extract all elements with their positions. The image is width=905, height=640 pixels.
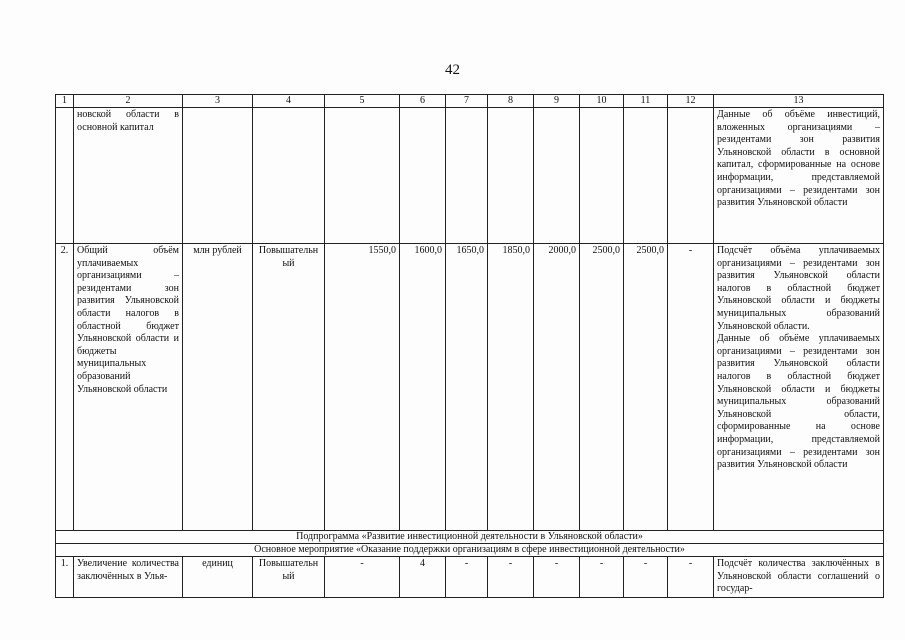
value-cell (446, 108, 488, 244)
column-header: 7 (446, 95, 488, 108)
column-header: 4 (253, 95, 325, 108)
value-cell: 2000,0 (534, 244, 580, 531)
column-header: 5 (325, 95, 400, 108)
value-cell: 2500,0 (580, 244, 624, 531)
value-cell (325, 108, 400, 244)
column-header: 3 (183, 95, 253, 108)
value-cell (580, 108, 624, 244)
type-cell (253, 108, 325, 244)
subprogram-row (56, 531, 884, 544)
indicators-table (55, 94, 884, 598)
value-cell: 1600,0 (400, 244, 446, 531)
row-number-cell (56, 108, 74, 244)
value-cell: 2500,0 (624, 244, 668, 531)
row-number-cell: 1. (56, 557, 74, 598)
value-cell: - (668, 244, 714, 531)
type-cell: Повышательный (253, 557, 325, 598)
table-row (56, 557, 884, 598)
value-cell (534, 108, 580, 244)
source-cell: Данные об объёме инвестиций, вложенных организациями – резидентами зон развития Ульяновской области в основной капитал, сформированные на основе информации, представляемой организациями – резидентами зон развития Ульяновской области (714, 108, 884, 244)
value-cell: - (446, 557, 488, 598)
column-header: 2 (74, 95, 183, 108)
value-cell (400, 108, 446, 244)
source-cell: Подсчёт количества заключённых в Ульяновской области соглашений о государ- (714, 557, 884, 598)
page-number: 42 (445, 62, 460, 78)
table-row (56, 108, 884, 244)
main-event-row (56, 544, 884, 557)
value-cell: - (580, 557, 624, 598)
value-cell: - (534, 557, 580, 598)
value-cell: - (624, 557, 668, 598)
value-cell (488, 108, 534, 244)
type-cell: Повышательный (253, 244, 325, 531)
column-header: 9 (534, 95, 580, 108)
value-cell: 1550,0 (325, 244, 400, 531)
value-cell: 1850,0 (488, 244, 534, 531)
value-cell (624, 108, 668, 244)
value-cell: - (325, 557, 400, 598)
column-header: 10 (580, 95, 624, 108)
table-row (56, 244, 884, 531)
value-cell: 1650,0 (446, 244, 488, 531)
column-number-row (56, 95, 884, 108)
main-event-title: Основное мероприятие «Оказание поддержки организациям в сфере инвестиционной деятельности» (56, 544, 884, 557)
unit-cell: единиц (183, 557, 253, 598)
column-header: 11 (624, 95, 668, 108)
value-cell: - (488, 557, 534, 598)
column-header: 6 (400, 95, 446, 108)
indicator-name-cell: Увеличение количества заключённых в Улья- (74, 557, 183, 598)
source-cell (714, 244, 884, 531)
indicator-name-cell: новской области в основной капитал (74, 108, 183, 244)
value-cell: - (668, 557, 714, 598)
row-number-cell: 2. (56, 244, 74, 531)
source-paragraph: Подсчёт объёма уплачиваемых организациями – резидентами зон развития Ульяновской области налогов в областной бюджет Ульяновской области и бюджеты муниципальных образований Ульяновской области. (717, 245, 880, 332)
column-header: 13 (714, 95, 884, 108)
value-cell: 4 (400, 557, 446, 598)
source-paragraph: Данные об объёме уплачиваемых организациями – резидентами зон развития Ульяновской области налогов в областной бюджет Ульяновской области и бюджеты муниципальных образований Ульяновской области, сформированные на основе информации, представляемой организациями – резидентами зон развития Ульяновской области (717, 333, 880, 471)
column-header: 1 (56, 95, 74, 108)
subprogram-title: Подпрограмма «Развитие инвестиционной деятельности в Ульяновской области» (56, 531, 884, 544)
indicator-name-cell: Общий объём уплачиваемых организациями – резидентами зон развития Ульяновской области налогов в областной бюджет Ульяновской области и бюджеты муниципальных образований Ульяновской области (74, 244, 183, 531)
value-cell (668, 108, 714, 244)
column-header: 12 (668, 95, 714, 108)
unit-cell: млн рублей (183, 244, 253, 531)
column-header: 8 (488, 95, 534, 108)
unit-cell (183, 108, 253, 244)
